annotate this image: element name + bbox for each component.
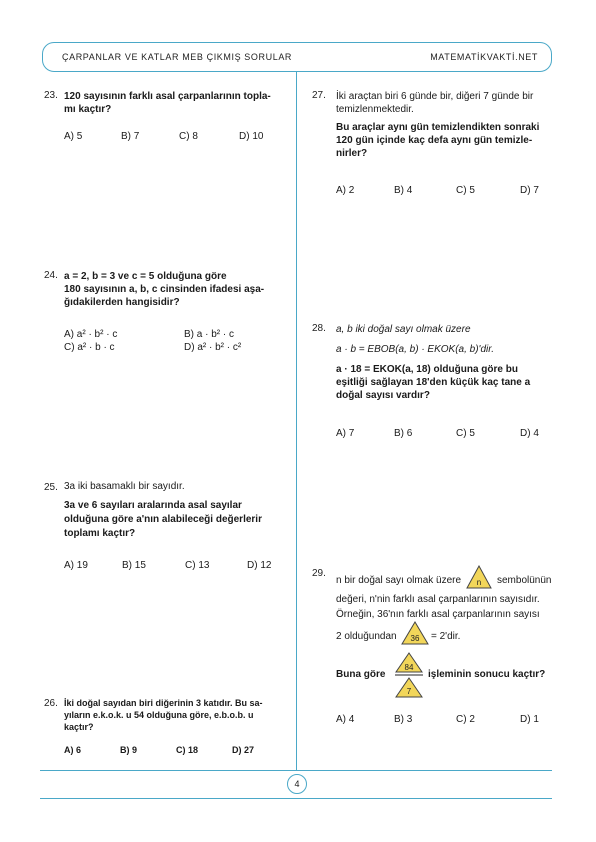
q24-option-b[interactable]: B) a · b² · c: [184, 329, 235, 340]
q27-line0a: İki araçtan biri 6 günde bir, diğeri 7 günde bir: [336, 91, 534, 102]
q25-line0: 3a iki basamaklı bir sayıdır.: [64, 481, 185, 492]
q24-option-c[interactable]: C) a² · b · c: [64, 342, 115, 353]
q26-option-d[interactable]: D) 27: [232, 745, 255, 755]
q25-line3: toplamı kaçtır?: [64, 528, 136, 539]
q23-option-c[interactable]: C) 8: [179, 131, 198, 142]
q28-line0: a, b iki doğal sayı olmak üzere: [336, 324, 471, 335]
q28-number: 28.: [312, 323, 326, 334]
q28-text: [336, 323, 558, 402]
q28-line1: a · 18 = EKOK(a, 18) olduğuna göre bu: [336, 364, 518, 375]
q27-options: [336, 185, 539, 196]
triangle-n-label: n: [476, 578, 482, 587]
q25-line1: 3a ve 6 sayıları aralarında asal sayılar: [64, 500, 242, 511]
q29-options: [336, 714, 539, 725]
q24-text: [64, 270, 292, 309]
q28-option-c[interactable]: C) 5: [456, 428, 475, 439]
q24-line2: 180 sayısının a, b, c cinsinden ifadesi aşa-: [64, 284, 265, 295]
q25-option-c[interactable]: C) 13: [185, 560, 210, 571]
header-title: ÇARPANLAR VE KATLAR MEB ÇIKMIŞ SORULAR: [62, 52, 293, 62]
triangle-84-over-7: [395, 652, 423, 698]
q23-text: [64, 90, 290, 116]
q29-line1b: sembolünün: [497, 575, 552, 586]
q23-options: [64, 131, 263, 142]
q29-option-d[interactable]: D) 1: [520, 714, 539, 725]
q28-option-d[interactable]: D) 4: [520, 428, 539, 439]
q24-option-a[interactable]: A) a² · b² · c: [64, 329, 118, 340]
q29-line1a: n bir doğal sayı olmak üzere: [336, 575, 462, 586]
q28-option-b[interactable]: B) 6: [394, 428, 413, 439]
q28-line0b: a · b = EBOB(a, b) · EKOK(a, b)'dir.: [336, 344, 494, 355]
q24-number: 24.: [44, 270, 58, 281]
q27-option-a[interactable]: A) 2: [336, 185, 355, 196]
q23-option-b[interactable]: B) 7: [121, 131, 140, 142]
q26-option-c[interactable]: C) 18: [176, 745, 199, 755]
footer-line-top: [40, 770, 552, 771]
q29-line2: değeri, n'nin farklı asal çarpanlarının sayısıdır.: [336, 594, 540, 605]
q25-text: [64, 480, 294, 541]
q29-line4b: = 2'dir.: [431, 631, 461, 642]
q26-line2: yıların e.k.o.k. u 54 olduğuna göre, e.b.o.b. u: [64, 710, 254, 720]
q28-options: [336, 428, 539, 439]
q29-option-c[interactable]: C) 2: [456, 714, 475, 725]
q23-option-a[interactable]: A) 5: [64, 131, 83, 142]
q27-option-d[interactable]: D) 7: [520, 185, 539, 196]
q25-line2: olduğuna göre a'nın alabileceği değerlerir: [64, 514, 262, 525]
q29-number: 29.: [312, 568, 326, 579]
q25-option-b[interactable]: B) 15: [122, 560, 146, 571]
q26-text: [64, 697, 296, 733]
q28-line3: doğal sayısı vardır?: [336, 390, 430, 401]
q23-line1: 120 sayısının farklı asal çarpanlarının topla-: [64, 91, 271, 102]
column-divider: [296, 72, 297, 770]
q29-option-a[interactable]: A) 4: [336, 714, 355, 725]
q29-option-b[interactable]: B) 3: [394, 714, 413, 725]
q25-number: 25.: [44, 482, 58, 493]
q26-option-b[interactable]: B) 9: [120, 745, 138, 755]
q24-line1: a = 2, b = 3 ve c = 5 olduğuna göre: [64, 271, 227, 282]
q29-line4a: 2 olduğundan: [336, 631, 397, 642]
q29-line3: Örneğin, 36'nın farklı asal çarpanlarının sayısı: [336, 609, 540, 620]
triangle-36-label: 36: [410, 634, 420, 643]
q29-ask-b: işleminin sonucu kaçtır?: [428, 669, 546, 680]
q26-number: 26.: [44, 698, 58, 709]
q26-line1: İki doğal sayıdan biri diğerinin 3 katıdır. Bu sa-: [64, 698, 263, 708]
q27-text: [336, 90, 558, 160]
q29-ask-a: Buna göre: [336, 669, 386, 680]
q24-option-d[interactable]: D) a² · b² · c²: [184, 342, 242, 353]
q26-option-a[interactable]: A) 6: [64, 745, 82, 755]
q24-options: [64, 328, 294, 354]
q25-option-d[interactable]: D) 12: [247, 560, 272, 571]
q27-line3: nirler?: [336, 148, 368, 159]
q23-line2: mı kaçtır?: [64, 104, 112, 115]
q27-line1: Bu araçlar aynı gün temizlendikten sonraki: [336, 122, 540, 133]
header-site: MATEMATİKVAKTİ.NET: [430, 52, 538, 62]
q28-line2: eşitliği sağlayan 18'den küçük kaç tane a: [336, 377, 531, 388]
q26-options: [64, 745, 254, 755]
q27-line2: 120 gün içinde kaç defa aynı gün temizle-: [336, 135, 533, 146]
q26-line3: kaçtır?: [64, 722, 94, 732]
q27-line0b: temizlenmektedir.: [336, 104, 414, 115]
q23-option-d[interactable]: D) 10: [239, 131, 264, 142]
q24-line3: ğıdakilerden hangisidir?: [64, 297, 180, 308]
triangle-n-symbol: [466, 565, 492, 589]
page-number: 4: [287, 774, 307, 794]
triangle-84-label: 84: [404, 663, 414, 672]
triangle-7-label: 7: [406, 687, 412, 696]
q28-option-a[interactable]: A) 7: [336, 428, 355, 439]
q27-option-b[interactable]: B) 4: [394, 185, 413, 196]
triangle-36-symbol: [401, 621, 429, 645]
q27-option-c[interactable]: C) 5: [456, 185, 475, 196]
q27-number: 27.: [312, 90, 326, 101]
footer-line-bottom: [40, 798, 552, 799]
q23-number: 23.: [44, 90, 58, 101]
q25-option-a[interactable]: A) 19: [64, 560, 88, 571]
q25-options: [64, 560, 271, 571]
